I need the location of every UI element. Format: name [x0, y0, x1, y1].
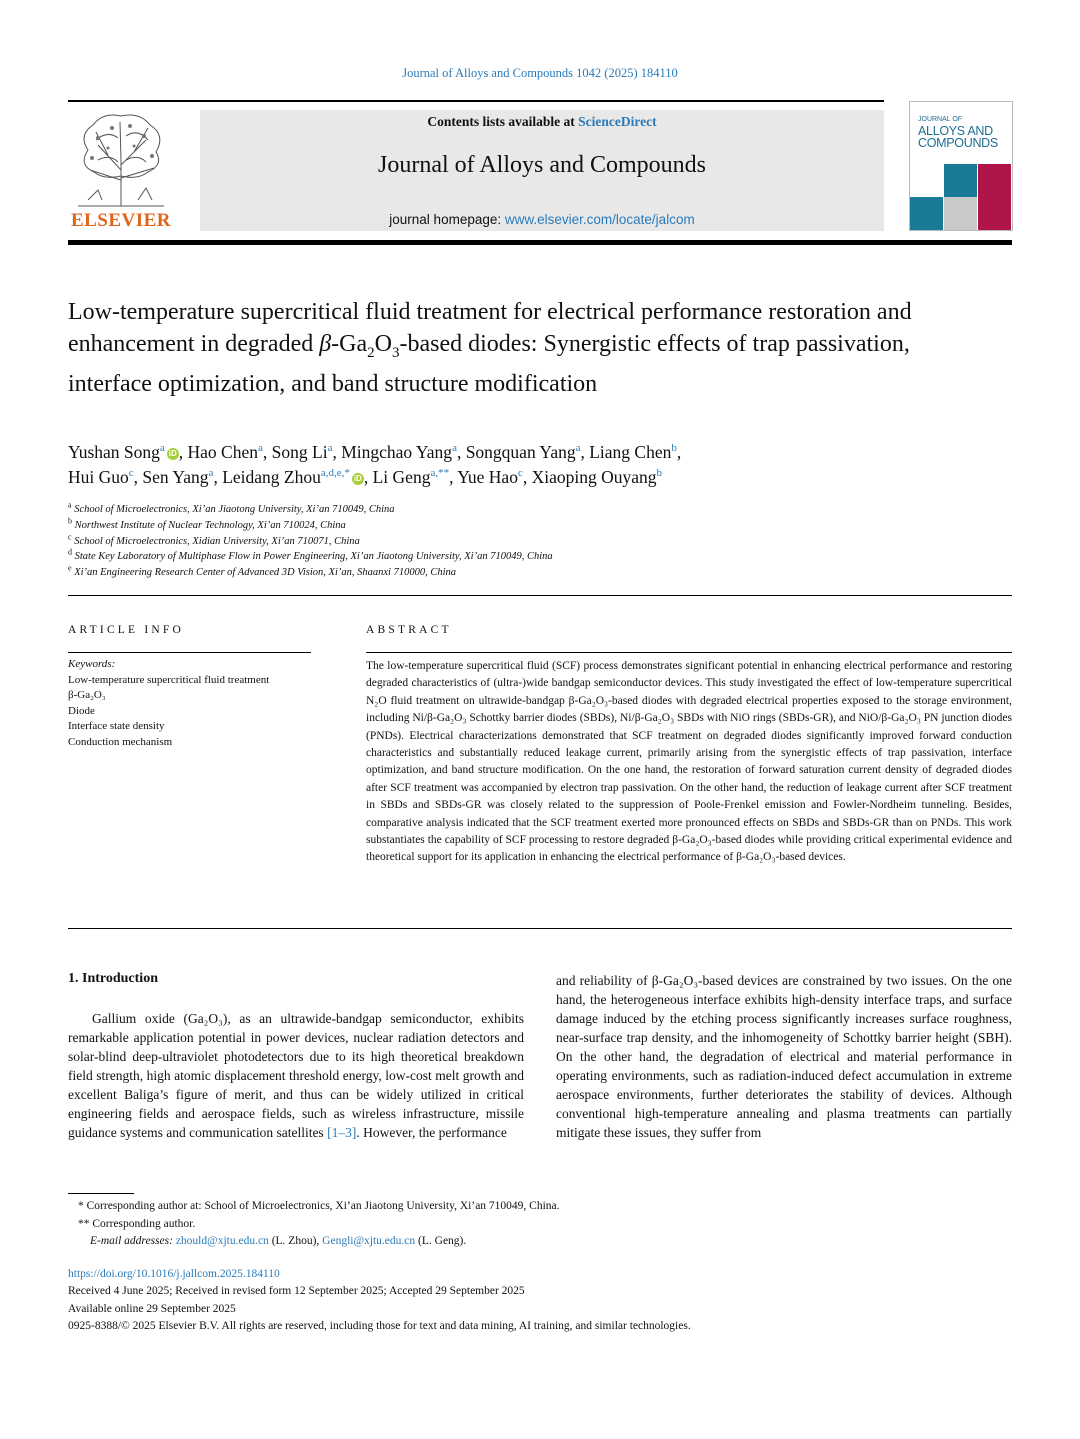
journal-homepage: journal homepage: www.elsevier.com/locate/jalcom: [389, 212, 695, 227]
author[interactable]: Hao Chen$^a$: [187, 442, 263, 462]
footnote-corresponding-2: ** Corresponding author.: [78, 1217, 196, 1230]
author[interactable]: Li Geng$^{a,**}$: [372, 467, 450, 487]
email-link[interactable]: zhould@xjtu.edu.cn: [175, 1235, 269, 1247]
abstract-heading: ABSTRACT: [366, 624, 452, 636]
cover-small-text: JOURNAL OF: [918, 116, 963, 123]
copyright: 0925-8388/© 2025 Elsevier B.V. All rights are reserved, including those for text and data mining, AI training, and similar technologies.: [68, 1320, 691, 1333]
footnote-rule: [68, 1193, 134, 1194]
keyword-item: β-Ga₂O₃: [68, 689, 106, 702]
divider: [68, 595, 1012, 596]
keyword-item: Diode: [68, 704, 95, 717]
homepage-link[interactable]: www.elsevier.com/locate/jalcom: [504, 212, 695, 227]
keyword-item: Low-temperature supercritical fluid treatment: [68, 673, 270, 686]
keyword-item: Conduction mechanism: [68, 735, 173, 748]
footnote-emails: E-mail addresses: zhould@xjtu.edu.cn (L. Zhou), Gengli@xjtu.edu.cn (L. Geng).: [90, 1235, 467, 1247]
journal-cover-image: [909, 101, 1013, 231]
author[interactable]: Yushan Song$^a$ iD: [68, 442, 177, 462]
keyword-item: Interface state density: [68, 720, 165, 733]
section-heading: 1. Introduction: [68, 971, 158, 986]
divider: [68, 928, 1012, 929]
contents-line: Contents lists available at ScienceDirect: [427, 114, 657, 129]
divider: [68, 652, 311, 653]
article-info-heading: ARTICLE INFO: [68, 624, 184, 636]
abstract-text: The low-temperature supercritical fluid (SCF) process demonstrates significant potential in enhancing electrical performance and restoring degraded characteristics of (ultra-)wide bandgap semiconductor devices. This study investigated the effect of low-temperature supercritical N₂O fluid treatment on ultrawide-bandgap β-Ga₂O₃-based diodes with degraded electrical properties exposed to the storage environment, including Ni/β-Ga₂O₃ Schottky barrier diodes (SBDs), Ni/β-Ga₂O₃ SBDs with NiO rings (SBDs-GR), and NiO/β-Ga₂O₃ PN junction diodes (PNDs). Electrical characterizations demonstrated that SCF treatment on degraded diodes significantly improved forward conduction characteristics and substantially reduced leakage current, primarily arising from the synergistic effects of trap passivation, interface optimization, and band structure modification. On the one hand, the restoration of forward saturation current density of degraded diodes after SCF treatment was accompanied by electron trap passivation. On the other hand, the reduction of leakage current after SCF treatment in SBDs and SBDs-GR was closely related to the suppression of Poole-Frenkel emission and Fowler-Nordheim tunneling. Besides, comparative analysis indicated that the SCF treatment exerted more pronounced effects on SBDs and SBDs-GR than on PNDs. This work substantiates the capability of SCF processing to restore degraded β-Ga₂O₃-based diodes while providing critical experimental evidence and theoretical support for its application in enhancing the electrical performance of β-Ga₂O₃-based devices.: [366, 660, 1012, 864]
article-title: Low-temperature supercritical fluid treatment for electrical performance restoration and enhancement in degraded $\beta-Ga_2O_3$-based diodes: Synergistic effects of trap passivation, interface optimization, and band structure modification: [68, 299, 912, 397]
affiliation-item: $^c$ School of Microelectronics, Xidian University, Xi’an 710071, China: [68, 532, 360, 547]
keywords-label: Keywords:: [68, 658, 116, 670]
author[interactable]: Hui Guo$^c$: [68, 467, 134, 487]
author[interactable]: Yue Hao$^c$: [457, 467, 523, 487]
sciencedirect-link[interactable]: ScienceDirect: [578, 114, 657, 129]
footnote-corresponding-1: * Corresponding author at: School of Microelectronics, Xi’an Jiaotong University, Xi’an 710049, China.: [78, 1200, 560, 1212]
affiliation-item: $^d$ State Key Laboratory of Multiphase Flow in Power Engineering, Xi’an Jiaotong University, Xi’an 710049, China: [68, 547, 553, 563]
author[interactable]: Mingchao Yang$^a$: [341, 442, 457, 462]
header-top-rule: [68, 100, 884, 102]
header-bottom-rule: [68, 240, 1012, 245]
citation-link[interactable]: [1–3]: [327, 1125, 357, 1140]
author[interactable]: Leidang Zhou$^{a,d,e,*}$ iD: [222, 467, 362, 487]
keywords: [68, 657, 313, 751]
available-online: Available online 29 September 2025: [68, 1302, 236, 1315]
orcid-icon[interactable]: iD: [168, 448, 177, 458]
orcid-icon[interactable]: iD: [353, 473, 362, 483]
intro-left-column: Gallium oxide (Ga₂O₃), as an ultrawide-bandgap semiconductor, exhibits remarkable application potential in power devices, nuclear radiation detectors and solar-blind deep-ultraviolet photodetectors due to its high theoretical breakdown field strength, high atomic displacement threshold energy, low-cost melt growth and excellent Baliga’s figure of merit, and thus can be widely utilized in critical engineering fields and aerospace fields, such as wireless infrastructure, missile guidance systems and communication satellites [1–3]. However, the performance: [68, 1011, 524, 1140]
email-link[interactable]: Gengli@xjtu.edu.cn: [322, 1235, 416, 1247]
journal-header-box: [200, 110, 884, 231]
affiliation-item: $^e$ Xi’an Engineering Research Center of Advanced 3D Vision, Xi’an, Shaanxi 710000, China: [68, 563, 457, 579]
elsevier-wordmark: ELSEVIER: [70, 210, 172, 231]
affiliation-item: $^a$ School of Microelectronics, Xi’an Jiaotong University, Xi’an 710049, China: [68, 500, 395, 515]
cover-title: ALLOYS AND COMPOUNDS: [918, 124, 998, 150]
elsevier-tree-logo: [68, 110, 174, 208]
affiliation-item: $^b$ Northwest Institute of Nuclear Technology, Xi’an 710024, China: [68, 516, 346, 531]
author[interactable]: Songquan Yang$^a$: [465, 442, 581, 462]
divider: [366, 652, 1012, 653]
doi-link[interactable]: https://doi.org/10.1016/j.jallcom.2025.184110: [68, 1268, 280, 1280]
affiliations: [68, 502, 968, 581]
journal-citation[interactable]: Journal of Alloys and Compounds 1042 (2025) 184110: [402, 66, 678, 80]
author[interactable]: Xiaoping Ouyang$^b$: [531, 467, 663, 487]
article-history: [68, 1266, 968, 1336]
author[interactable]: Song Li$^a$: [271, 442, 333, 462]
author[interactable]: Sen Yang$^a$: [142, 467, 214, 487]
received-dates: Received 4 June 2025; Received in revised form 12 September 2025; Accepted 29 September 2025: [68, 1285, 525, 1298]
intro-right-column: and reliability of β-Ga₂O₃-based devices are constrained by two issues. On the one hand, the heterogeneous interface exhibits high-density interface traps, and surface damage induced by the etching process significantly increases surface roughness, near-surface trap density, and the inhomogeneity of Schottky barrier height (SBH). On the other hand, the degradation of electrical and material performance in operating environments, such as radiation-induced defect accumulation in extreme aerospace environments, further deteriorates the stability of devices. Although conventional high-temperature annealing and plasma treatments can partially mitigate these issues, they suffer from: [556, 973, 1012, 1140]
author-list: Yushan Song$^a$ iD , Hao Chen$^a$, Song Li$^a$, Mingchao Yang$^a$, Songquan Yang$^a$, Liang Chen$^b$, Hui Guo$^c$, Sen Yang$^a$, Leidang Zhou$^{a,d,e,*}$ iD , Li Geng$^{a,**}$, Yue Hao$^c$, Xiaoping Ouyang$^b$: [68, 442, 682, 487]
journal-title: Journal of Alloys and Compounds: [378, 152, 706, 178]
footnotes: [68, 1198, 968, 1251]
author[interactable]: Liang Chen$^b$: [589, 442, 677, 462]
